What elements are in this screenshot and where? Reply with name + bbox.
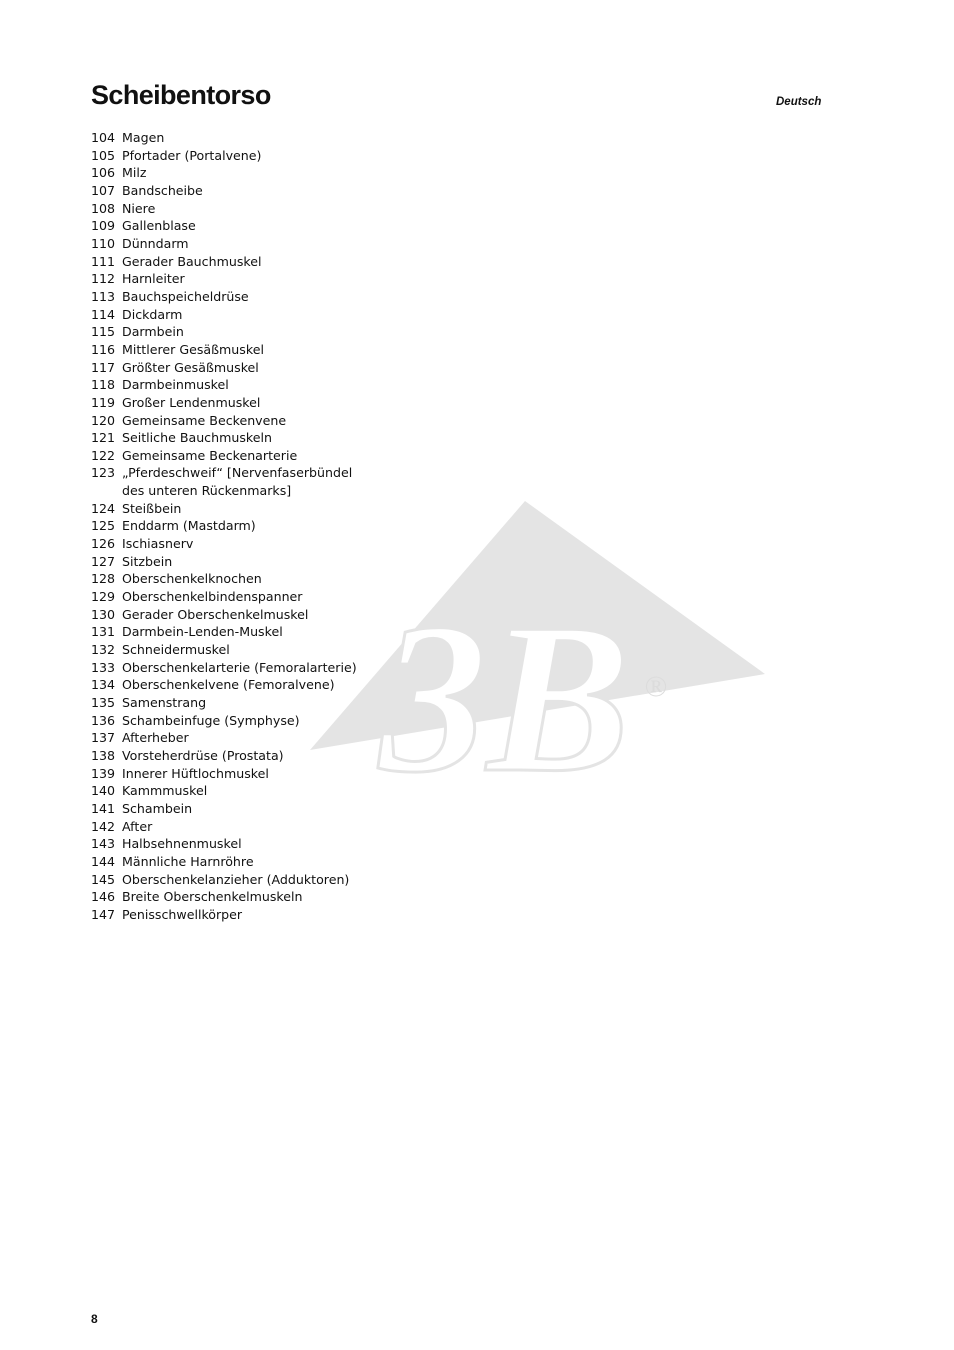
- legend-item-label: Innerer Hüftlochmuskel: [122, 765, 269, 781]
- legend-item-number: 143: [91, 836, 116, 852]
- legend-item-label: Darmbeinmuskel: [122, 377, 229, 393]
- legend-item: [91, 359, 511, 377]
- legend-item-label: Sitzbein: [122, 553, 173, 569]
- legend-item-number: 111: [91, 253, 116, 269]
- legend-item-label: Penisschwellkörper: [122, 906, 243, 922]
- legend-item-label: Schambeinfuge (Symphyse): [122, 712, 300, 728]
- legend-item-label: Oberschenkelbindenspanner: [122, 589, 303, 605]
- legend-item: [91, 835, 511, 853]
- legend-item-label: Bauchspeicheldrüse: [122, 288, 249, 304]
- legend-item-label: Vorsteherdrüse (Prostata): [122, 747, 284, 763]
- legend-item-number: 114: [91, 306, 116, 322]
- legend-item-number: 129: [91, 589, 116, 605]
- legend-item: [91, 906, 511, 924]
- legend-item: [91, 429, 511, 447]
- legend-item: [91, 676, 511, 694]
- legend-item-label: Größter Gesäßmuskel: [122, 359, 259, 375]
- legend-item: [91, 694, 511, 712]
- legend-item-label: Oberschenkelvene (Femoralvene): [122, 677, 335, 693]
- legend-item-number: 120: [91, 412, 116, 428]
- legend-item: [91, 712, 511, 730]
- legend-item-number: 141: [91, 800, 116, 816]
- legend-item-number: 140: [91, 783, 116, 799]
- legend-item: [91, 818, 511, 836]
- legend-item-label: Gerader Bauchmuskel: [122, 253, 262, 269]
- legend-item: [91, 747, 511, 765]
- legend-item-label: Oberschenkelknochen: [122, 571, 262, 587]
- legend-item-label: Oberschenkelanzieher (Adduktoren): [122, 871, 350, 887]
- watermark-logo-text: 3B: [379, 578, 631, 817]
- legend-item: [91, 270, 511, 288]
- legend-item: [91, 641, 511, 659]
- legend-item-label: Pfortader (Portalvene): [122, 147, 262, 163]
- legend-item: [91, 782, 511, 800]
- legend-item-label: Mittlerer Gesäßmuskel: [122, 341, 264, 357]
- legend-item-label: Schneidermuskel: [122, 642, 230, 658]
- legend-item: [91, 570, 511, 588]
- legend-item-label: Großer Lendenmuskel: [122, 394, 261, 410]
- legend-item-number: 106: [91, 165, 116, 181]
- legend-item-number: 134: [91, 677, 116, 693]
- legend-item-label: Kammmuskel: [122, 783, 208, 799]
- legend-item-number: 137: [91, 730, 116, 746]
- legend-item: [91, 729, 511, 747]
- anatomy-legend-list: [91, 129, 511, 924]
- legend-item-label: Gemeinsame Beckenarterie: [122, 447, 298, 463]
- legend-item-label: Männliche Harnröhre: [122, 853, 254, 869]
- legend-item-label: Niere: [122, 200, 156, 216]
- legend-item: [91, 164, 511, 182]
- legend-item-number: 117: [91, 359, 116, 375]
- legend-item-number: 130: [91, 606, 116, 622]
- legend-item-label: Schambein: [122, 800, 193, 816]
- legend-item-label: Oberschenkelarterie (Femoralarterie): [122, 659, 357, 675]
- legend-item: [91, 376, 511, 394]
- legend-item-number: 105: [91, 147, 116, 163]
- legend-item-number: 112: [91, 271, 116, 287]
- legend-item: [91, 412, 511, 430]
- legend-item-label: des unteren Rückenmarks]: [122, 483, 292, 499]
- legend-item-label: Dickdarm: [122, 306, 183, 322]
- legend-item-number: 128: [91, 571, 116, 587]
- legend-item: [91, 306, 511, 324]
- legend-item: [91, 217, 511, 235]
- legend-item-number: 115: [91, 324, 116, 340]
- legend-item-number: 110: [91, 235, 116, 251]
- legend-item-label: After: [122, 818, 153, 834]
- legend-item-label: Gemeinsame Beckenvene: [122, 412, 287, 428]
- legend-item-label: Seitliche Bauchmuskeln: [122, 430, 272, 446]
- legend-item-label: Steißbein: [122, 500, 182, 516]
- legend-item-number: 107: [91, 182, 116, 198]
- legend-item: [91, 482, 511, 500]
- legend-item: [91, 623, 511, 641]
- page-title: Scheibentorso: [91, 80, 271, 110]
- legend-item: [91, 323, 511, 341]
- legend-item: [91, 464, 511, 482]
- legend-item-number: 136: [91, 712, 116, 728]
- legend-item-number: 118: [91, 377, 116, 393]
- watermark-registered-mark: ®: [644, 670, 668, 703]
- legend-item-number: 125: [91, 518, 116, 534]
- legend-item: [91, 394, 511, 412]
- legend-item: [91, 871, 511, 889]
- legend-item-number: 113: [91, 288, 116, 304]
- legend-item-number: 135: [91, 695, 116, 710]
- legend-item-number: 104: [91, 130, 116, 145]
- legend-item-label: Afterheber: [122, 730, 189, 746]
- page-number: 8: [91, 1312, 98, 1326]
- legend-item-number: 146: [91, 889, 116, 905]
- legend-item-label: Magen: [122, 130, 165, 145]
- legend-item: [91, 253, 511, 271]
- legend-item-number: 109: [91, 218, 116, 234]
- legend-item: [91, 341, 511, 359]
- language-label: Deutsch: [776, 96, 822, 108]
- legend-item-number: 126: [91, 536, 116, 552]
- legend-item-number: 131: [91, 624, 116, 640]
- legend-item-label: Gerader Oberschenkelmuskel: [122, 606, 309, 622]
- legend-item-number: 121: [91, 430, 116, 446]
- legend-item-label: Dünndarm: [122, 235, 189, 251]
- legend-item: [91, 517, 511, 535]
- legend-item-number: 138: [91, 747, 116, 763]
- legend-item-number: 122: [91, 447, 116, 463]
- legend-item-label: Halbsehnenmuskel: [122, 836, 242, 852]
- legend-item-label: Breite Oberschenkelmuskeln: [122, 889, 303, 905]
- legend-item: [91, 182, 511, 200]
- legend-item-number: 142: [91, 818, 116, 834]
- legend-item-label: Bandscheibe: [122, 182, 203, 198]
- legend-item-number: 116: [91, 341, 116, 357]
- legend-item-number: 108: [91, 200, 116, 216]
- legend-item-number: 123: [91, 465, 116, 481]
- legend-item-label: Milz: [122, 165, 147, 181]
- legend-item-number: 147: [91, 906, 116, 922]
- legend-item-label: Darmbein-Lenden-Muskel: [122, 624, 283, 640]
- legend-item-label: Enddarm (Mastdarm): [122, 518, 256, 534]
- legend-item: [91, 129, 511, 147]
- legend-item: [91, 500, 511, 518]
- legend-item: [91, 606, 511, 624]
- legend-item-number: 124: [91, 500, 116, 516]
- legend-item: [91, 888, 511, 906]
- legend-item: [91, 800, 511, 818]
- legend-item: [91, 235, 511, 253]
- legend-item-number: 133: [91, 659, 116, 675]
- legend-item-label: Samenstrang: [122, 695, 207, 710]
- legend-item: [91, 659, 511, 677]
- legend-item-number: 132: [91, 642, 116, 658]
- legend-item-label: Ischiasnerv: [122, 536, 194, 552]
- legend-item: [91, 288, 511, 306]
- legend-item-number: 144: [91, 853, 116, 869]
- legend-item-label: Darmbein: [122, 324, 184, 340]
- legend-item: [91, 853, 511, 871]
- legend-item: [91, 147, 511, 165]
- legend-item: [91, 588, 511, 606]
- legend-item-number: 139: [91, 765, 116, 781]
- legend-item: [91, 535, 511, 553]
- legend-item: [91, 447, 511, 465]
- legend-item-number: 145: [91, 871, 116, 887]
- legend-item-number: 119: [91, 394, 116, 410]
- legend-item-label: Gallenblase: [122, 218, 196, 234]
- legend-item: [91, 553, 511, 571]
- legend-item-number: 127: [91, 553, 116, 569]
- legend-item-label: Harnleiter: [122, 271, 185, 287]
- legend-item-label: „Pferdeschweif“ [Nervenfaserbündel: [122, 465, 353, 481]
- legend-item: [91, 765, 511, 783]
- legend-item: [91, 200, 511, 218]
